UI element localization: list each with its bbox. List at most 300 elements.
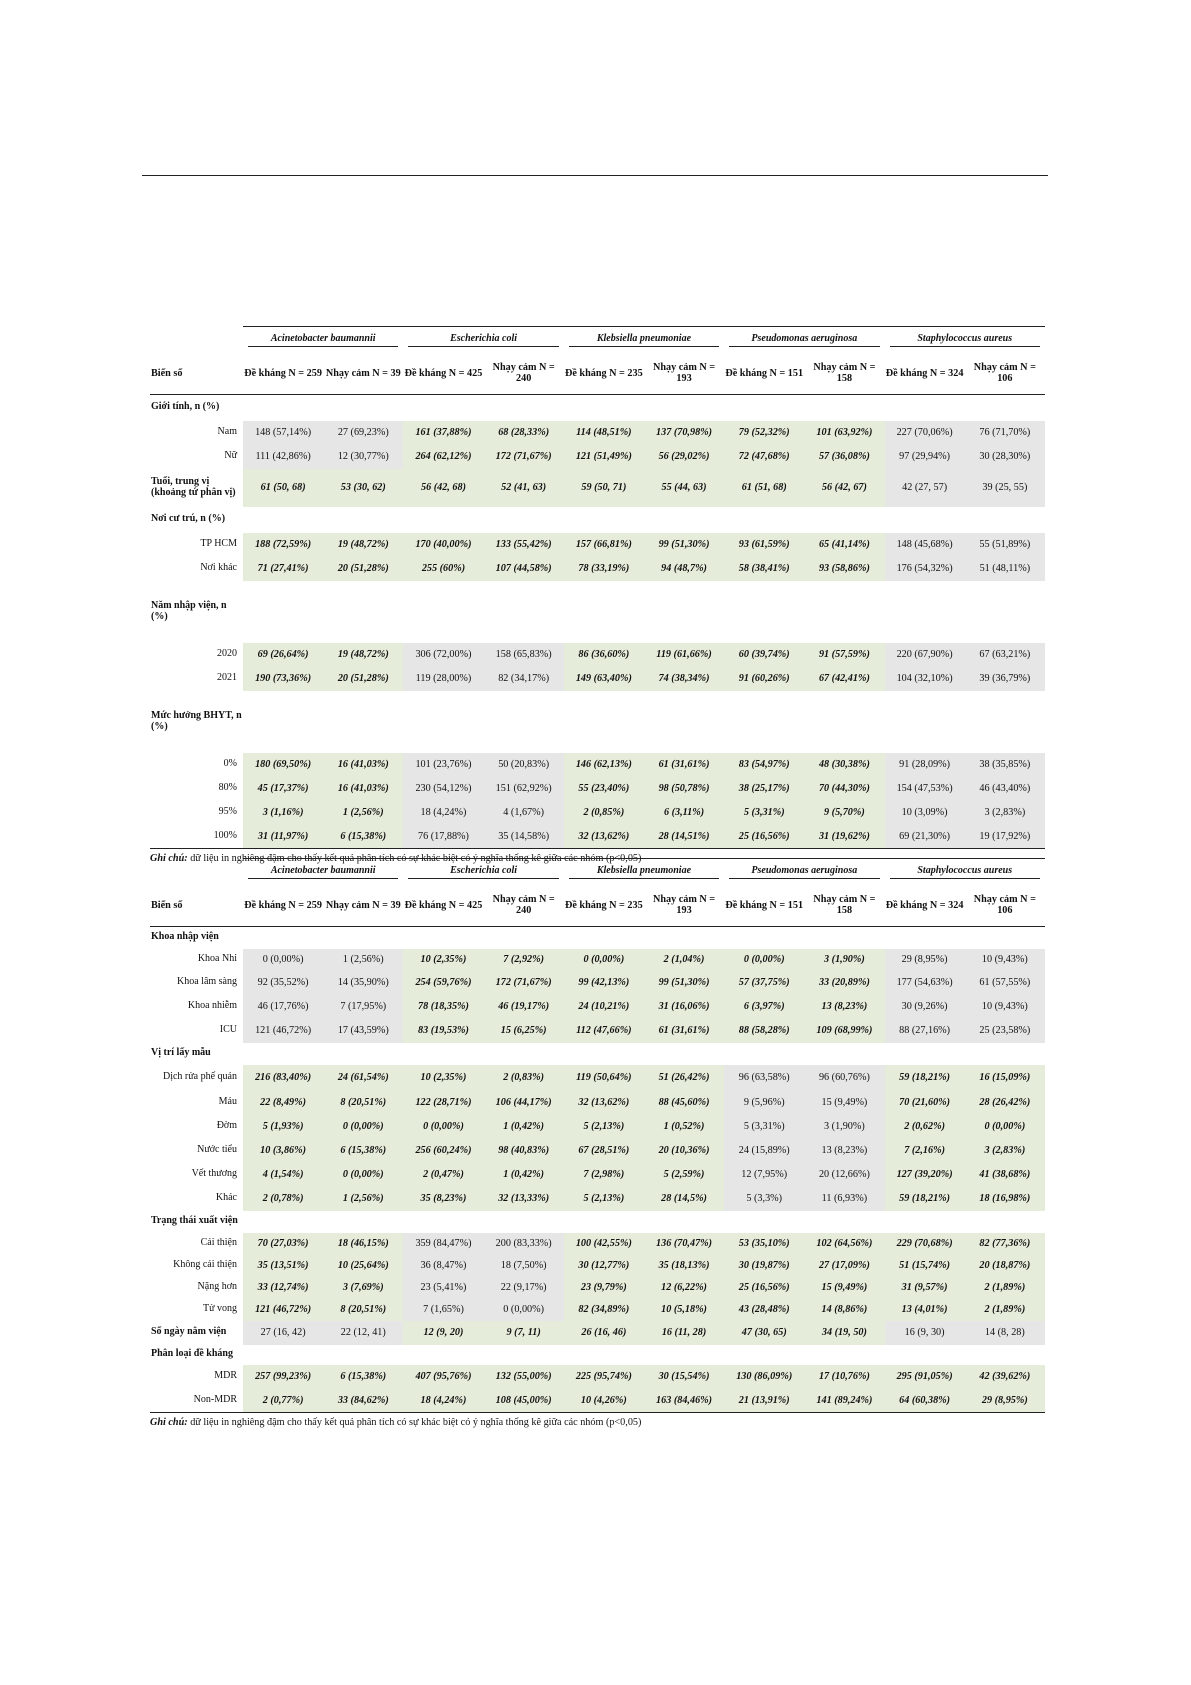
value-cell: 16 (41,03%) [323, 753, 403, 777]
value-cell: 200 (83,33%) [484, 1233, 564, 1255]
value-cell: 229 (70,68%) [885, 1233, 965, 1255]
value-cell: 7 (2,92%) [484, 949, 564, 971]
value-cell: 7 (17,95%) [323, 995, 403, 1019]
value-cell: 56 (29,02%) [644, 445, 724, 469]
value-cell: 3 (7,69%) [323, 1277, 403, 1299]
row-label: Dịch rửa phế quản [162, 1071, 237, 1083]
value-cell: 24 (61,54%) [323, 1065, 403, 1091]
table-row [150, 691, 1045, 753]
section-spacer [243, 581, 1045, 643]
value-cell: 172 (71,67%) [484, 971, 564, 995]
row-label: Số ngày nằm viện [151, 1326, 227, 1338]
value-cell: 111 (42,86%) [243, 445, 323, 469]
value-cell: 170 (40,00%) [403, 533, 483, 557]
row-label: Nặng hơn [197, 1281, 237, 1293]
group-header: Nhạy cảm N = 240 [484, 886, 564, 927]
value-cell: 19 (48,72%) [323, 533, 403, 557]
table-row [150, 1277, 1045, 1299]
row-label: Khoa nhập viện [151, 931, 219, 943]
value-cell: 2 (0,85%) [564, 801, 644, 825]
section-spacer [243, 1043, 1045, 1065]
value-cell: 0 (0,00%) [323, 1163, 403, 1187]
value-cell: 15 (6,25%) [484, 1019, 564, 1043]
table-row [150, 995, 1045, 1019]
table-2-grid [150, 858, 1045, 1413]
row-label-header: Biến số [150, 886, 243, 927]
row-label: Tuổi, trung vị (khoảng tứ phân vị) [151, 475, 236, 498]
group-header: Đề kháng N = 151 [724, 886, 804, 927]
value-cell: 18 (46,15%) [323, 1233, 403, 1255]
value-cell: 32 (13,62%) [564, 1091, 644, 1115]
table-row [150, 395, 1045, 421]
value-cell: 28 (14,5%) [644, 1187, 724, 1211]
value-cell: 18 (4,24%) [403, 801, 483, 825]
value-cell: 36 (8,47%) [403, 1255, 483, 1277]
value-cell: 33 (20,89%) [804, 971, 884, 995]
value-cell: 2 (0,62%) [885, 1115, 965, 1139]
value-cell: 119 (61,66%) [644, 643, 724, 667]
value-cell: 59 (18,21%) [885, 1187, 965, 1211]
value-cell: 25 (16,56%) [724, 1277, 804, 1299]
section-spacer [243, 927, 1045, 949]
value-cell: 2 (0,83%) [484, 1065, 564, 1091]
value-cell: 29 (8,95%) [965, 1389, 1045, 1413]
value-cell: 71 (27,41%) [243, 557, 323, 581]
organism-name: Acinetobacter baumannii [248, 866, 398, 879]
value-cell: 295 (91,05%) [885, 1365, 965, 1389]
table-row [150, 753, 1045, 777]
group-header: Nhạy cảm N = 106 [965, 886, 1045, 927]
table-row [150, 1091, 1045, 1115]
value-cell: 5 (2,59%) [644, 1163, 724, 1187]
table-row [150, 445, 1045, 469]
value-cell: 0 (0,00%) [484, 1299, 564, 1321]
value-cell: 0 (0,00%) [724, 949, 804, 971]
group-header: Đề kháng N = 425 [403, 886, 483, 927]
table-row [150, 1043, 1045, 1065]
value-cell: 99 (51,30%) [644, 971, 724, 995]
table-row [150, 1211, 1045, 1233]
value-cell: 27 (69,23%) [323, 421, 403, 445]
value-cell: 99 (42,13%) [564, 971, 644, 995]
value-cell: 94 (48,7%) [644, 557, 724, 581]
value-cell: 5 (3,31%) [724, 801, 804, 825]
organism-name: Acinetobacter baumannii [248, 334, 398, 347]
value-cell: 65 (41,14%) [804, 533, 884, 557]
value-cell: 254 (59,76%) [403, 971, 483, 995]
value-cell: 51 (15,74%) [885, 1255, 965, 1277]
organism-name: Pseudomonas aeruginosa [729, 866, 879, 879]
value-cell: 3 (1,90%) [804, 1115, 884, 1139]
value-cell: 61 (57,55%) [965, 971, 1045, 995]
value-cell: 20 (10,36%) [644, 1139, 724, 1163]
value-cell: 2 (0,78%) [243, 1187, 323, 1211]
organism-header [724, 859, 884, 887]
value-cell: 14 (8, 28) [965, 1321, 1045, 1345]
value-cell: 17 (43,59%) [323, 1019, 403, 1043]
group-header: Nhạy cảm N = 39 [323, 354, 403, 395]
value-cell: 112 (47,66%) [564, 1019, 644, 1043]
row-label: Nơi cư trú, n (%) [151, 513, 226, 525]
group-header: Đề kháng N = 259 [243, 354, 323, 395]
row-label: Cải thiện [200, 1237, 237, 1249]
value-cell: 56 (42, 68) [403, 469, 483, 507]
value-cell: 0 (0,00%) [323, 1115, 403, 1139]
value-cell: 16 (41,03%) [323, 777, 403, 801]
value-cell: 10 (2,35%) [403, 1065, 483, 1091]
value-cell: 10 (5,18%) [644, 1299, 724, 1321]
value-cell: 93 (58,86%) [804, 557, 884, 581]
table-row [150, 1255, 1045, 1277]
value-cell: 10 (25,64%) [323, 1255, 403, 1277]
value-cell: 102 (64,56%) [804, 1233, 884, 1255]
value-cell: 26 (16, 46) [564, 1321, 644, 1345]
value-cell: 59 (50, 71) [564, 469, 644, 507]
value-cell: 132 (55,00%) [484, 1365, 564, 1389]
value-cell: 10 (3,86%) [243, 1139, 323, 1163]
group-header: Đề kháng N = 324 [885, 886, 965, 927]
value-cell: 9 (5,70%) [804, 801, 884, 825]
value-cell: 230 (54,12%) [403, 777, 483, 801]
section-spacer [243, 1345, 1045, 1365]
value-cell: 176 (54,32%) [885, 557, 965, 581]
value-cell: 91 (57,59%) [804, 643, 884, 667]
group-header: Đề kháng N = 324 [885, 354, 965, 395]
table-row [150, 927, 1045, 949]
row-label: Khác [215, 1192, 237, 1204]
value-cell: 22 (9,17%) [484, 1277, 564, 1299]
group-header: Nhạy cảm N = 240 [484, 354, 564, 395]
value-cell: 15 (9,49%) [804, 1277, 884, 1299]
value-cell: 64 (60,38%) [885, 1389, 965, 1413]
value-cell: 55 (44, 63) [644, 469, 724, 507]
organism-name: Escherichia coli [408, 866, 558, 879]
value-cell: 27 (17,09%) [804, 1255, 884, 1277]
value-cell: 136 (70,47%) [644, 1233, 724, 1255]
value-cell: 57 (36,08%) [804, 445, 884, 469]
value-cell: 100 (42,55%) [564, 1233, 644, 1255]
value-cell: 163 (84,46%) [644, 1389, 724, 1413]
value-cell: 3 (1,16%) [243, 801, 323, 825]
value-cell: 79 (52,32%) [724, 421, 804, 445]
value-cell: 12 (30,77%) [323, 445, 403, 469]
value-cell: 46 (17,76%) [243, 995, 323, 1019]
value-cell: 151 (62,92%) [484, 777, 564, 801]
organism-name: Staphylococcus aureus [890, 334, 1041, 347]
value-cell: 1 (0,52%) [644, 1115, 724, 1139]
row-label: TP HCM [200, 538, 237, 550]
value-cell: 35 (14,58%) [484, 825, 564, 849]
value-cell: 16 (9, 30) [885, 1321, 965, 1345]
value-cell: 1 (2,56%) [323, 1187, 403, 1211]
value-cell: 78 (33,19%) [564, 557, 644, 581]
row-label: Nam [217, 426, 237, 438]
value-cell: 107 (44,58%) [484, 557, 564, 581]
organism-name: Klebsiella pneumoniae [569, 866, 719, 879]
value-cell: 2 (1,89%) [965, 1277, 1045, 1299]
value-cell: 88 (45,60%) [644, 1091, 724, 1115]
header-blank [150, 859, 243, 887]
organism-name: Staphylococcus aureus [890, 866, 1041, 879]
value-cell: 121 (46,72%) [243, 1299, 323, 1321]
table-row [150, 1019, 1045, 1043]
value-cell: 9 (5,96%) [724, 1091, 804, 1115]
value-cell: 6 (3,97%) [724, 995, 804, 1019]
row-label: Vị trí lấy mẫu [151, 1047, 211, 1059]
row-label: Tử vong [202, 1303, 237, 1315]
table-1 [150, 326, 1045, 864]
table-row [150, 469, 1045, 507]
value-cell: 69 (26,64%) [243, 643, 323, 667]
table-2-note [150, 1417, 1045, 1428]
value-cell: 14 (8,86%) [804, 1299, 884, 1321]
value-cell: 5 (2,13%) [564, 1187, 644, 1211]
value-cell: 154 (47,53%) [885, 777, 965, 801]
value-cell: 161 (37,88%) [403, 421, 483, 445]
value-cell: 133 (55,42%) [484, 533, 564, 557]
value-cell: 28 (26,42%) [965, 1091, 1045, 1115]
value-cell: 42 (27, 57) [885, 469, 965, 507]
value-cell: 32 (13,33%) [484, 1187, 564, 1211]
value-cell: 25 (16,56%) [724, 825, 804, 849]
value-cell: 96 (60,76%) [804, 1065, 884, 1091]
value-cell: 67 (42,41%) [804, 667, 884, 691]
value-cell: 28 (14,51%) [644, 825, 724, 849]
value-cell: 2 (0,47%) [403, 1163, 483, 1187]
value-cell: 38 (25,17%) [724, 777, 804, 801]
value-cell: 188 (72,59%) [243, 533, 323, 557]
value-cell: 22 (12, 41) [323, 1321, 403, 1345]
page-header-rule [142, 175, 1048, 176]
value-cell: 20 (12,66%) [804, 1163, 884, 1187]
value-cell: 38 (35,85%) [965, 753, 1045, 777]
value-cell: 306 (72,00%) [403, 643, 483, 667]
value-cell: 42 (39,62%) [965, 1365, 1045, 1389]
value-cell: 70 (27,03%) [243, 1233, 323, 1255]
organism-header [724, 327, 884, 355]
value-cell: 93 (61,59%) [724, 533, 804, 557]
value-cell: 23 (5,41%) [403, 1277, 483, 1299]
value-cell: 149 (63,40%) [564, 667, 644, 691]
value-cell: 172 (71,67%) [484, 445, 564, 469]
section-spacer [243, 1211, 1045, 1233]
group-header: Đề kháng N = 151 [724, 354, 804, 395]
table-row [150, 667, 1045, 691]
table-row [150, 825, 1045, 849]
row-label: 2021 [217, 672, 237, 684]
value-cell: 69 (21,30%) [885, 825, 965, 849]
value-cell: 21 (13,91%) [724, 1389, 804, 1413]
group-header: Nhạy cảm N = 106 [965, 354, 1045, 395]
organism-header [885, 327, 1046, 355]
value-cell: 10 (9,43%) [965, 995, 1045, 1019]
value-cell: 177 (54,63%) [885, 971, 965, 995]
table-row [150, 533, 1045, 557]
value-cell: 5 (1,93%) [243, 1115, 323, 1139]
value-cell: 2 (1,04%) [644, 949, 724, 971]
value-cell: 10 (4,26%) [564, 1389, 644, 1413]
value-cell: 146 (62,13%) [564, 753, 644, 777]
value-cell: 255 (60%) [403, 557, 483, 581]
organism-header [885, 859, 1046, 887]
value-cell: 3 (2,83%) [965, 801, 1045, 825]
value-cell: 264 (62,12%) [403, 445, 483, 469]
value-cell: 59 (18,21%) [885, 1065, 965, 1091]
value-cell: 76 (17,88%) [403, 825, 483, 849]
organism-header [243, 327, 403, 355]
note-label: Ghi chú: [150, 1417, 188, 1428]
value-cell: 6 (15,38%) [323, 1139, 403, 1163]
value-cell: 18 (4,24%) [403, 1389, 483, 1413]
value-cell: 96 (63,58%) [724, 1065, 804, 1091]
organism-header [403, 859, 563, 887]
value-cell: 2 (0,77%) [243, 1389, 323, 1413]
value-cell: 157 (66,81%) [564, 533, 644, 557]
organism-name: Pseudomonas aeruginosa [729, 334, 879, 347]
value-cell: 58 (38,41%) [724, 557, 804, 581]
value-cell: 7 (2,16%) [885, 1139, 965, 1163]
value-cell: 13 (8,23%) [804, 1139, 884, 1163]
value-cell: 33 (84,62%) [323, 1389, 403, 1413]
value-cell: 12 (7,95%) [724, 1163, 804, 1187]
value-cell: 7 (1,65%) [403, 1299, 483, 1321]
value-cell: 53 (35,10%) [724, 1233, 804, 1255]
value-cell: 2 (1,89%) [965, 1299, 1045, 1321]
group-header: Đề kháng N = 235 [564, 886, 644, 927]
value-cell: 82 (77,36%) [965, 1233, 1045, 1255]
value-cell: 46 (19,17%) [484, 995, 564, 1019]
value-cell: 41 (38,68%) [965, 1163, 1045, 1187]
table-row [150, 1299, 1045, 1321]
value-cell: 55 (23,40%) [564, 777, 644, 801]
row-label: Nữ [224, 450, 237, 462]
value-cell: 51 (48,11%) [965, 557, 1045, 581]
value-cell: 3 (2,83%) [965, 1139, 1045, 1163]
value-cell: 86 (36,60%) [564, 643, 644, 667]
value-cell: 91 (60,26%) [724, 667, 804, 691]
value-cell: 92 (35,52%) [243, 971, 323, 995]
value-cell: 20 (51,28%) [323, 557, 403, 581]
value-cell: 4 (1,54%) [243, 1163, 323, 1187]
table-row [150, 971, 1045, 995]
value-cell: 55 (51,89%) [965, 533, 1045, 557]
value-cell: 220 (67,90%) [885, 643, 965, 667]
table-row [150, 557, 1045, 581]
value-cell: 1 (0,42%) [484, 1115, 564, 1139]
note-label: Ghi chú: [150, 853, 188, 864]
value-cell: 61 (31,61%) [644, 753, 724, 777]
value-cell: 83 (54,97%) [724, 753, 804, 777]
value-cell: 122 (28,71%) [403, 1091, 483, 1115]
table-row [150, 1139, 1045, 1163]
value-cell: 13 (8,23%) [804, 995, 884, 1019]
value-cell: 106 (44,17%) [484, 1091, 564, 1115]
group-header: Đề kháng N = 259 [243, 886, 323, 927]
value-cell: 119 (50,64%) [564, 1065, 644, 1091]
value-cell: 5 (2,13%) [564, 1115, 644, 1139]
value-cell: 46 (43,40%) [965, 777, 1045, 801]
value-cell: 22 (8,49%) [243, 1091, 323, 1115]
row-label: Mức hưởng BHYT, n (%) [151, 709, 242, 732]
value-cell: 119 (28,00%) [403, 667, 483, 691]
value-cell: 27 (16, 42) [243, 1321, 323, 1345]
value-cell: 78 (18,35%) [403, 995, 483, 1019]
row-label: Khoa lâm sàng [177, 976, 237, 988]
value-cell: 30 (12,77%) [564, 1255, 644, 1277]
value-cell: 148 (45,68%) [885, 533, 965, 557]
value-cell: 121 (51,49%) [564, 445, 644, 469]
header-blank [150, 327, 243, 355]
organism-header [564, 859, 724, 887]
row-label: Năm nhập viện, n (%) [151, 599, 227, 622]
value-cell: 88 (58,28%) [724, 1019, 804, 1043]
value-cell: 35 (13,51%) [243, 1255, 323, 1277]
row-label: 80% [218, 782, 237, 794]
organism-header [243, 859, 403, 887]
value-cell: 6 (15,38%) [323, 825, 403, 849]
value-cell: 16 (11, 28) [644, 1321, 724, 1345]
value-cell: 108 (45,00%) [484, 1389, 564, 1413]
table-row [150, 949, 1045, 971]
value-cell: 359 (84,47%) [403, 1233, 483, 1255]
value-cell: 407 (95,76%) [403, 1365, 483, 1389]
value-cell: 82 (34,89%) [564, 1299, 644, 1321]
table-row [150, 1163, 1045, 1187]
value-cell: 72 (47,68%) [724, 445, 804, 469]
value-cell: 70 (44,30%) [804, 777, 884, 801]
table-row [150, 643, 1045, 667]
value-cell: 0 (0,00%) [564, 949, 644, 971]
value-cell: 61 (51, 68) [724, 469, 804, 507]
value-cell: 20 (18,87%) [965, 1255, 1045, 1277]
value-cell: 17 (10,76%) [804, 1365, 884, 1389]
row-label: Máu [218, 1096, 237, 1108]
value-cell: 225 (95,74%) [564, 1365, 644, 1389]
value-cell: 67 (63,21%) [965, 643, 1045, 667]
value-cell: 43 (28,48%) [724, 1299, 804, 1321]
value-cell: 0 (0,00%) [243, 949, 323, 971]
value-cell: 50 (20,83%) [484, 753, 564, 777]
value-cell: 24 (10,21%) [564, 995, 644, 1019]
value-cell: 24 (15,89%) [724, 1139, 804, 1163]
organism-header [403, 327, 563, 355]
value-cell: 60 (39,74%) [724, 643, 804, 667]
row-label: Vết thương [191, 1168, 237, 1180]
value-cell: 6 (3,11%) [644, 801, 724, 825]
value-cell: 101 (63,92%) [804, 421, 884, 445]
value-cell: 12 (6,22%) [644, 1277, 724, 1299]
value-cell: 31 (19,62%) [804, 825, 884, 849]
value-cell: 48 (30,38%) [804, 753, 884, 777]
table-row [150, 1115, 1045, 1139]
row-label: Đờm [216, 1120, 237, 1132]
value-cell: 68 (28,33%) [484, 421, 564, 445]
value-cell: 98 (40,83%) [484, 1139, 564, 1163]
row-label: 100% [150, 825, 243, 849]
value-cell: 13 (4,01%) [885, 1299, 965, 1321]
value-cell: 31 (11,97%) [243, 825, 323, 849]
row-label: Khoa Nhi [197, 953, 237, 965]
value-cell: 6 (15,38%) [323, 1365, 403, 1389]
value-cell: 1 (2,56%) [323, 949, 403, 971]
value-cell: 99 (51,30%) [644, 533, 724, 557]
row-label: Non-MDR [150, 1389, 243, 1413]
value-cell: 114 (48,51%) [564, 421, 644, 445]
table-row [150, 1389, 1045, 1413]
value-cell: 101 (23,76%) [403, 753, 483, 777]
value-cell: 97 (29,94%) [885, 445, 965, 469]
value-cell: 8 (20,51%) [323, 1299, 403, 1321]
